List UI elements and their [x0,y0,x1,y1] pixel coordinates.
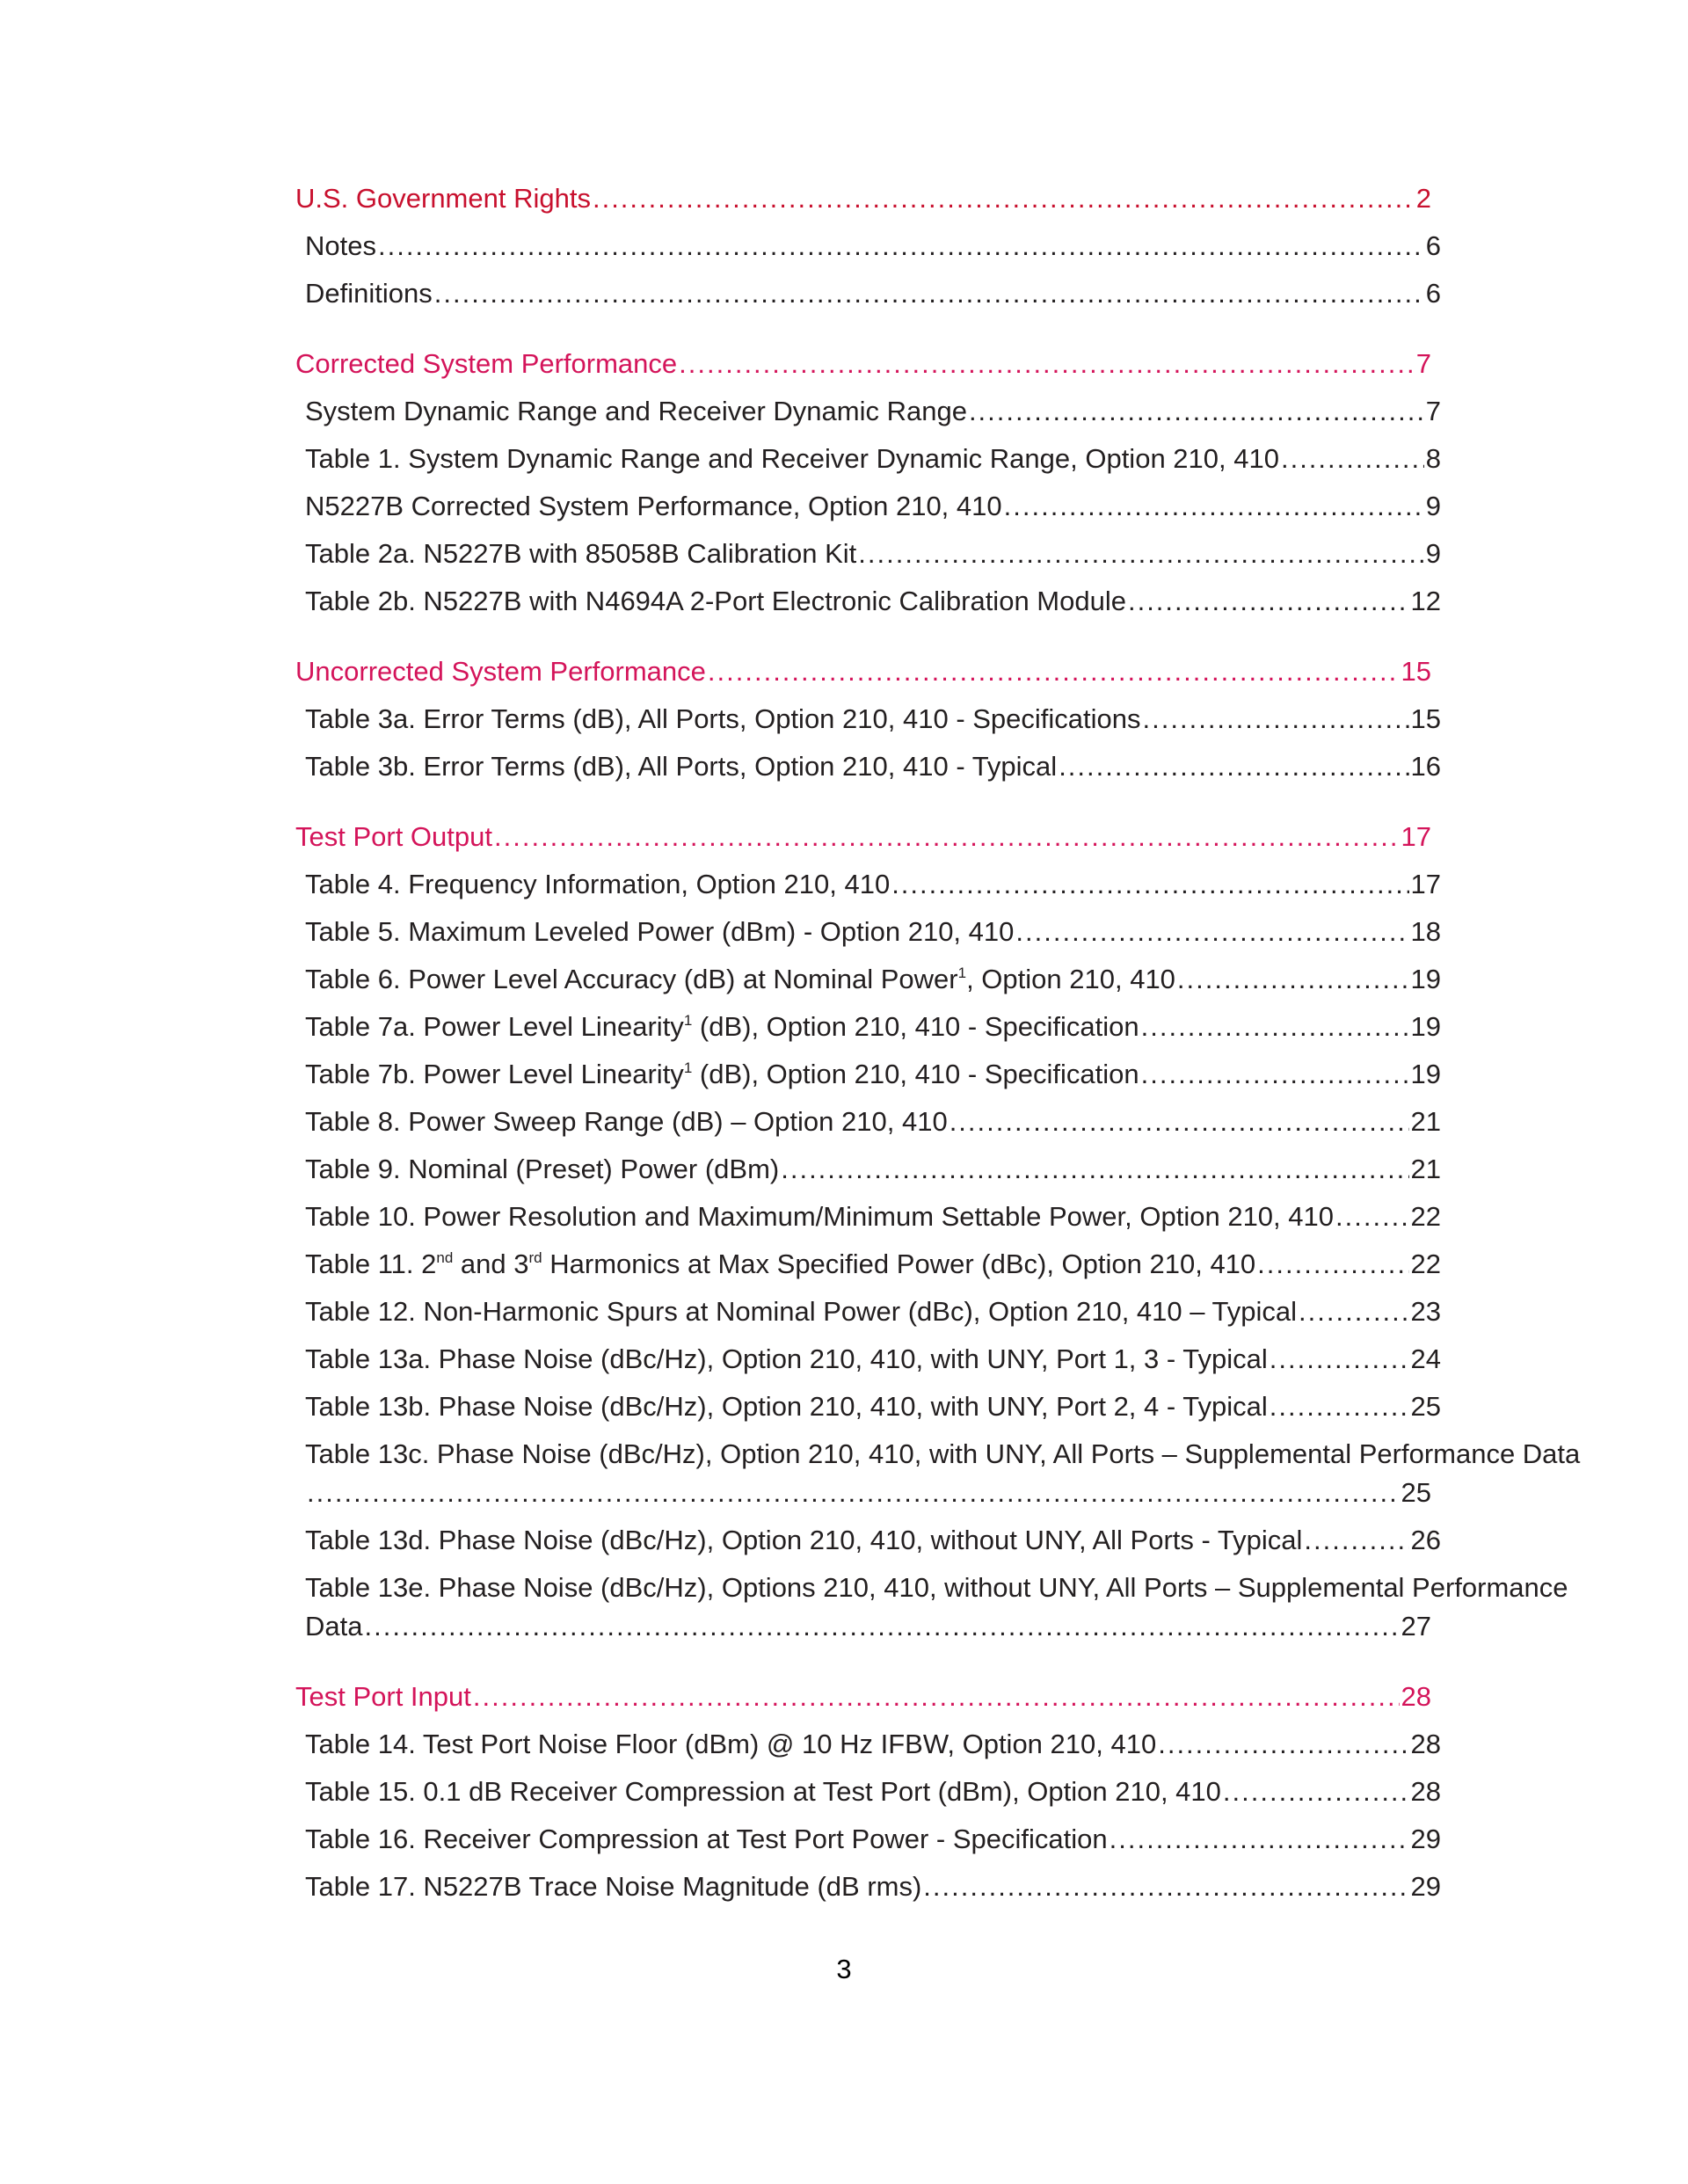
label-part: (dB), Option 210, 410 - Specification [692,1059,1139,1089]
toc-entry[interactable] [295,1103,1561,1150]
dot-leader [364,1607,1399,1646]
toc-page-number: 25 [1401,1477,1431,1508]
toc-page-number: 22 [1410,1249,1441,1279]
footnote-marker: 1 [957,965,967,981]
toc-entry[interactable] [295,1387,1561,1435]
table-of-contents [295,179,1581,1915]
dot-leader [1257,1245,1408,1284]
toc-entry-label: N5227B Corrected System Performance, Option 210, 410 [305,491,1002,521]
toc-entry[interactable] [295,1820,1561,1867]
toc-page-number: 21 [1410,1154,1441,1184]
toc-entry-label: Table 14. Test Port Noise Floor (dBm) @ 10 Hz IFBW, Option 210, 410 [305,1729,1157,1759]
toc-page-number: 28 [1410,1729,1441,1759]
toc-entry[interactable] [295,1150,1561,1198]
dot-leader [434,274,1424,313]
toc-entry-label: Notes [305,230,376,261]
dot-leader [891,865,1408,904]
toc-page-number: 6 [1425,230,1441,261]
toc-entry[interactable] [295,865,1561,913]
toc-heading-corrected-system-performance[interactable] [295,345,1561,392]
dot-leader [1177,960,1409,999]
footnote-marker: 1 [683,1059,693,1076]
dot-leader [1304,1521,1408,1560]
dot-leader [708,652,1400,691]
toc-entry-label: Table 3a. Error Terms (dB), All Ports, Option 210, 410 - Specifications [305,703,1141,734]
ordinal-suffix: nd [436,1249,454,1266]
toc-entry-label: Table 3b. Error Terms (dB), All Ports, Option 210, 410 - Typical [305,751,1058,782]
toc-entry-label: Table 1. System Dynamic Range and Receiver Dynamic Range, Option 210, 410 [305,443,1279,474]
toc-entry-wrapped[interactable] [295,1569,1568,1655]
toc-page-number: 19 [1410,1011,1441,1042]
dot-leader [1158,1725,1408,1764]
toc-entry[interactable] [295,535,1561,582]
toc-heading-uncorrected-system-performance[interactable] [295,652,1561,700]
toc-entry[interactable] [295,913,1561,960]
toc-page-number: 9 [1425,491,1441,521]
toc-entry-label [305,1055,1139,1094]
toc-entry-label: Table 15. 0.1 dB Receiver Compression at Test Port (dBm), Option 210, 410 [305,1776,1221,1807]
toc-heading-label: Uncorrected System Performance [295,656,706,687]
dot-leader [950,1103,1409,1141]
toc-entry[interactable] [295,700,1561,747]
toc-entry-label: Table 10. Power Resolution and Maximum/Minimum Settable Power, Option 210, 410 [305,1201,1334,1232]
toc-entry-label: Table 12. Non-Harmonic Spurs at Nominal Power (dBc), Option 210, 410 – Typical [305,1296,1298,1327]
toc-page-number: 29 [1410,1824,1441,1854]
dot-leader [781,1150,1408,1189]
toc-page-number: 26 [1410,1525,1441,1555]
toc-page-number: 19 [1410,964,1441,994]
dot-leader [307,1474,1400,1512]
toc-entry[interactable] [295,1725,1561,1773]
dot-leader [858,535,1423,573]
toc-heading-us-government-rights[interactable] [295,179,1561,227]
toc-page-number: 8 [1425,443,1441,474]
toc-page-number: 24 [1410,1343,1441,1374]
toc-entry[interactable] [295,1773,1561,1820]
dot-leader [473,1678,1400,1716]
toc-entry-label: Table 9. Nominal (Preset) Power (dBm) [305,1154,780,1184]
dot-leader [1015,913,1408,951]
toc-entry-label: Table 8. Power Sweep Range (dB) – Option 210, 410 [305,1106,948,1137]
toc-entry-label: Table 17. N5227B Trace Noise Magnitude (dB rms) [305,1871,922,1902]
label-part: , Option 210, 410 [966,964,1175,994]
toc-entry-label: Table 16. Receiver Compression at Test Port Power - Specification [305,1824,1108,1854]
toc-entry[interactable] [295,747,1561,795]
label-part: Table 7b. Power Level Linearity [305,1059,684,1089]
toc-heading-test-port-output[interactable] [295,818,1561,865]
toc-page-number: 17 [1410,869,1441,899]
toc-entry-label [305,1008,1139,1046]
toc-entry[interactable] [295,582,1561,630]
toc-entry-label: Table 2a. N5227B with 85058B Calibration Kit [305,538,857,569]
toc-entry-definitions[interactable] [295,274,1561,322]
toc-page-number: 28 [1401,1681,1431,1712]
toc-heading-label: Test Port Output [295,821,492,852]
footnote-marker: 1 [683,1012,693,1029]
label-part: Table 11. 2 [305,1249,437,1279]
dot-leader [1223,1773,1409,1811]
toc-entry-label: System Dynamic Range and Receiver Dynamic Range [305,396,967,426]
toc-page-number: 27 [1401,1611,1431,1642]
toc-heading-label: Corrected System Performance [295,348,678,379]
toc-page-number: 16 [1410,751,1441,782]
toc-entry-notes[interactable] [295,227,1561,274]
toc-entry[interactable] [295,1198,1561,1245]
toc-entry-label [305,960,1175,999]
toc-heading-label: Test Port Input [295,1681,471,1712]
toc-entry-label [305,1245,1255,1284]
toc-entry-label: Table 2b. N5227B with N4694A 2-Port Electronic Calibration Module [305,586,1126,616]
toc-page-number: 21 [1410,1106,1441,1137]
toc-page-number: 7 [1425,396,1441,426]
dot-leader [1335,1198,1409,1236]
dot-leader [593,179,1415,218]
toc-entry[interactable] [295,1008,1561,1055]
toc-page-number: 9 [1425,538,1441,569]
toc-page-number: 25 [1410,1391,1441,1422]
dot-leader [1141,1055,1409,1094]
dot-leader [1141,1008,1409,1046]
label-part: Harmonics at Max Specified Power (dBc), Option 210, 410 [542,1249,1256,1279]
toc-entry-label: Table 13e. Phase Noise (dBc/Hz), Options 210, 410, without UNY, All Ports – Supplemental Performance [305,1572,1568,1603]
label-part: Table 6. Power Level Accuracy (dB) at Nominal Power [305,964,958,994]
toc-entry[interactable] [295,1245,1561,1292]
dot-leader [1270,1340,1409,1379]
toc-entry[interactable] [295,1340,1561,1387]
toc-entry-label: Table 5. Maximum Leveled Power (dBm) - Option 210, 410 [305,916,1015,947]
toc-entry[interactable] [295,440,1561,487]
label-part: Table 7a. Power Level Linearity [305,1011,684,1042]
toc-page-number: 18 [1410,916,1441,947]
toc-page-number: 2 [1415,183,1431,214]
toc-page-number: 23 [1410,1296,1441,1327]
toc-page-number: 17 [1401,821,1431,852]
toc-page-number: 15 [1401,656,1431,687]
dot-leader [1143,700,1409,739]
toc-entry-label: Table 13d. Phase Noise (dBc/Hz), Option 210, 410, without UNY, All Ports - Typical [305,1525,1303,1555]
toc-page-number: 19 [1410,1059,1441,1089]
dot-leader [1299,1292,1408,1331]
dot-leader [969,392,1424,431]
toc-entry[interactable] [295,392,1561,440]
toc-entry-label: Table 13b. Phase Noise (dBc/Hz), Option 210, 410, with UNY, Port 2, 4 - Typical [305,1391,1268,1422]
dot-leader [1110,1820,1409,1859]
toc-entry[interactable] [295,1867,1561,1915]
dot-leader [679,345,1415,383]
toc-page-number: 7 [1415,348,1431,379]
dot-leader [1128,582,1409,621]
toc-entry-label: Table 4. Frequency Information, Option 210, 410 [305,869,891,899]
toc-page-number: 22 [1410,1201,1441,1232]
dot-leader [378,227,1424,266]
dot-leader [1281,440,1424,478]
dot-leader [1059,747,1408,786]
toc-entry-label: Table 13a. Phase Noise (dBc/Hz), Option 210, 410, with UNY, Port 1, 3 - Typical [305,1343,1268,1374]
toc-heading-label: U.S. Government Rights [295,183,591,214]
toc-heading-test-port-input[interactable] [295,1678,1561,1725]
dot-leader [923,1867,1408,1906]
toc-page-number: 15 [1410,703,1441,734]
toc-entry[interactable] [295,1055,1561,1103]
toc-entry[interactable] [295,1292,1561,1340]
dot-leader [494,818,1400,856]
toc-entry[interactable] [295,960,1561,1008]
dot-leader [1004,487,1424,526]
label-part: (dB), Option 210, 410 - Specification [692,1011,1139,1042]
toc-entry[interactable] [295,487,1561,535]
toc-entry-label: Table 13c. Phase Noise (dBc/Hz), Option 210, 410, with UNY, All Ports – Supplemental Performance Data [305,1438,1581,1469]
page-number: 3 [836,1954,852,1984]
dot-leader [1270,1387,1409,1426]
label-part: and 3 [453,1249,529,1279]
toc-page-number: 12 [1410,586,1441,616]
toc-page-number: 6 [1425,278,1441,309]
toc-entry-wrapped[interactable] [295,1435,1581,1521]
toc-page-number: 28 [1410,1776,1441,1807]
toc-entry-label: Definitions [305,278,433,309]
toc-page-number: 29 [1410,1871,1441,1902]
toc-entry[interactable] [295,1521,1561,1569]
toc-entry-label-continued: Data [305,1611,363,1642]
ordinal-suffix: rd [528,1249,542,1266]
